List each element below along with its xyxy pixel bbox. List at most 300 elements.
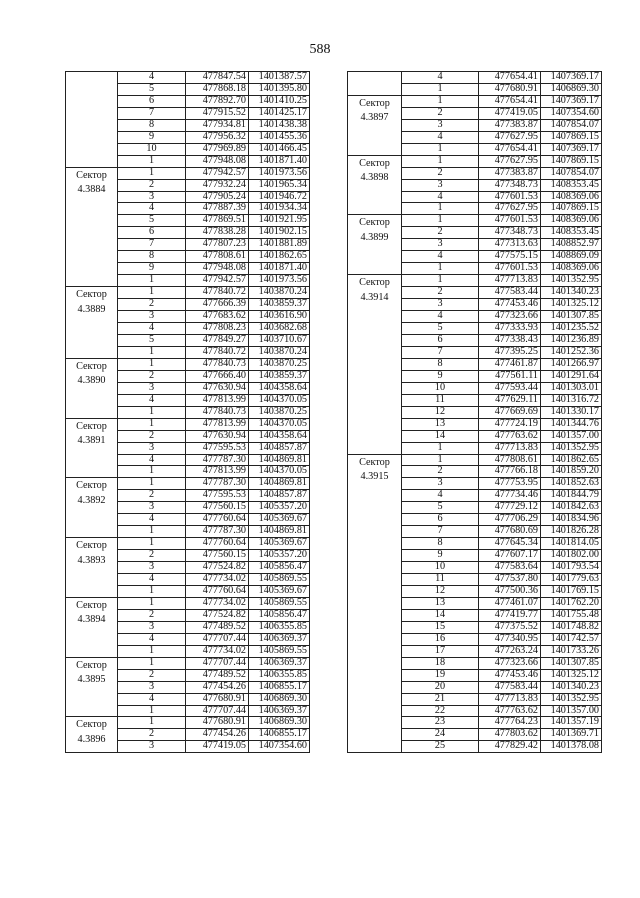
x-coordinate: 477461.07 <box>479 597 541 609</box>
point-number: 1 <box>118 657 186 669</box>
point-number: 2 <box>118 430 186 442</box>
point-number: 1 <box>118 418 186 430</box>
y-coordinate: 1403859.37 <box>249 299 310 311</box>
point-number: 4 <box>402 72 479 84</box>
x-coordinate: 477969.89 <box>186 143 249 155</box>
point-number: 8 <box>118 119 186 131</box>
y-coordinate: 1407369.17 <box>541 95 602 107</box>
point-number: 9 <box>402 550 479 562</box>
point-number: 4 <box>402 251 479 263</box>
sector-label: Сектор 4.3891 <box>66 418 118 478</box>
table-row <box>66 72 310 84</box>
y-coordinate: 1403870.25 <box>249 358 310 370</box>
point-number: 1 <box>118 478 186 490</box>
point-number: 3 <box>118 621 186 633</box>
y-coordinate: 1403870.25 <box>249 406 310 418</box>
x-coordinate: 477263.24 <box>479 645 541 657</box>
point-number: 7 <box>402 526 479 538</box>
y-coordinate: 1401973.56 <box>249 167 310 179</box>
point-number: 1 <box>118 287 186 299</box>
table-row <box>66 478 310 490</box>
table-row <box>66 358 310 370</box>
x-coordinate: 477601.53 <box>479 215 541 227</box>
sector-label <box>66 72 118 168</box>
point-number: 7 <box>402 346 479 358</box>
x-coordinate: 477734.02 <box>186 645 249 657</box>
point-number: 4 <box>118 514 186 526</box>
point-number: 1 <box>118 406 186 418</box>
y-coordinate: 1401755.48 <box>541 609 602 621</box>
table-row <box>66 287 310 299</box>
point-number: 9 <box>402 370 479 382</box>
y-coordinate: 1401357.00 <box>541 430 602 442</box>
x-coordinate: 477489.52 <box>186 621 249 633</box>
x-coordinate: 477942.57 <box>186 167 249 179</box>
y-coordinate: 1401902.15 <box>249 227 310 239</box>
x-coordinate: 477803.62 <box>479 729 541 741</box>
y-coordinate: 1401862.65 <box>541 454 602 466</box>
x-coordinate: 477713.83 <box>479 693 541 705</box>
y-coordinate: 1401352.95 <box>541 442 602 454</box>
sector-label: Сектор 4.3914 <box>348 275 402 454</box>
point-number: 1 <box>118 597 186 609</box>
point-number: 1 <box>118 705 186 717</box>
y-coordinate: 1407354.60 <box>541 107 602 119</box>
x-coordinate: 477706.29 <box>479 514 541 526</box>
point-number: 22 <box>402 705 479 717</box>
point-number: 1 <box>402 155 479 167</box>
x-coordinate: 477524.82 <box>186 609 249 621</box>
point-number: 11 <box>402 394 479 406</box>
point-number: 6 <box>118 95 186 107</box>
y-coordinate: 1401779.63 <box>541 574 602 586</box>
x-coordinate: 477760.64 <box>186 514 249 526</box>
y-coordinate: 1405357.20 <box>249 550 310 562</box>
point-number: 14 <box>402 609 479 621</box>
table-row <box>66 597 310 609</box>
y-coordinate: 1404370.05 <box>249 418 310 430</box>
y-coordinate: 1405369.67 <box>249 538 310 550</box>
y-coordinate: 1401762.20 <box>541 597 602 609</box>
x-coordinate: 477575.15 <box>479 251 541 263</box>
x-coordinate: 477680.91 <box>186 693 249 705</box>
x-coordinate: 477454.26 <box>186 729 249 741</box>
point-number: 4 <box>402 131 479 143</box>
y-coordinate: 1408369.06 <box>541 215 602 227</box>
point-number: 1 <box>118 645 186 657</box>
point-number: 2 <box>118 490 186 502</box>
y-coordinate: 1405869.55 <box>249 645 310 657</box>
point-number: 1 <box>118 526 186 538</box>
coordinates-table-right <box>347 71 602 753</box>
y-coordinate: 1401344.76 <box>541 418 602 430</box>
x-coordinate: 477764.23 <box>479 717 541 729</box>
x-coordinate: 477915.52 <box>186 107 249 119</box>
table-row <box>66 418 310 430</box>
point-number: 11 <box>402 574 479 586</box>
x-coordinate: 477340.95 <box>479 633 541 645</box>
point-number: 4 <box>118 633 186 645</box>
point-number: 4 <box>118 203 186 215</box>
y-coordinate: 1408852.97 <box>541 239 602 251</box>
sector-label: Сектор 4.3899 <box>348 215 402 275</box>
point-number: 4 <box>118 323 186 335</box>
y-coordinate: 1401733.26 <box>541 645 602 657</box>
point-number: 1 <box>118 275 186 287</box>
x-coordinate: 477537.80 <box>479 574 541 586</box>
point-number: 8 <box>118 251 186 263</box>
point-number: 5 <box>118 334 186 346</box>
x-coordinate: 477934.81 <box>186 119 249 131</box>
y-coordinate: 1401921.95 <box>249 215 310 227</box>
point-number: 1 <box>402 215 479 227</box>
y-coordinate: 1401934.34 <box>249 203 310 215</box>
x-coordinate: 477813.99 <box>186 418 249 430</box>
x-coordinate: 477942.57 <box>186 275 249 287</box>
sector-label: Сектор 4.3893 <box>66 538 118 598</box>
y-coordinate: 1405369.67 <box>249 585 310 597</box>
y-coordinate: 1401307.85 <box>541 657 602 669</box>
x-coordinate: 477607.17 <box>479 550 541 562</box>
y-coordinate: 1401748.82 <box>541 621 602 633</box>
point-number: 3 <box>402 179 479 191</box>
sector-label: Сектор 4.3890 <box>66 358 118 418</box>
y-coordinate: 1404857.87 <box>249 442 310 454</box>
x-coordinate: 477593.44 <box>479 382 541 394</box>
y-coordinate: 1405357.20 <box>249 502 310 514</box>
point-number: 3 <box>402 299 479 311</box>
y-coordinate: 1401378.08 <box>541 741 602 753</box>
y-coordinate: 1401425.17 <box>249 107 310 119</box>
table-row <box>348 95 602 107</box>
x-coordinate: 477680.91 <box>186 717 249 729</box>
x-coordinate: 477654.41 <box>479 72 541 84</box>
sector-label: Сектор 4.3895 <box>66 657 118 717</box>
y-coordinate: 1407369.17 <box>541 143 602 155</box>
x-coordinate: 477840.73 <box>186 406 249 418</box>
y-coordinate: 1401235.52 <box>541 323 602 335</box>
x-coordinate: 477763.62 <box>479 705 541 717</box>
y-coordinate: 1403859.37 <box>249 370 310 382</box>
x-coordinate: 477395.25 <box>479 346 541 358</box>
y-coordinate: 1401455.36 <box>249 131 310 143</box>
y-coordinate: 1408353.45 <box>541 179 602 191</box>
y-coordinate: 1404869.81 <box>249 478 310 490</box>
point-number: 2 <box>402 167 479 179</box>
x-coordinate: 477583.44 <box>479 287 541 299</box>
point-number: 20 <box>402 681 479 693</box>
point-number: 2 <box>118 550 186 562</box>
y-coordinate: 1401357.19 <box>541 717 602 729</box>
point-number: 1 <box>402 143 479 155</box>
y-coordinate: 1406369.37 <box>249 705 310 717</box>
point-number: 18 <box>402 657 479 669</box>
x-coordinate: 477892.70 <box>186 95 249 107</box>
point-number: 2 <box>402 287 479 299</box>
x-coordinate: 477583.64 <box>479 562 541 574</box>
point-number: 5 <box>118 215 186 227</box>
sector-label: Сектор 4.3897 <box>348 95 402 155</box>
x-coordinate: 477887.39 <box>186 203 249 215</box>
y-coordinate: 1405869.55 <box>249 597 310 609</box>
y-coordinate: 1401340.23 <box>541 287 602 299</box>
point-number: 13 <box>402 597 479 609</box>
y-coordinate: 1404857.87 <box>249 490 310 502</box>
point-number: 3 <box>118 442 186 454</box>
x-coordinate: 477453.46 <box>479 299 541 311</box>
y-coordinate: 1401252.36 <box>541 346 602 358</box>
point-number: 2 <box>118 609 186 621</box>
y-coordinate: 1406869.30 <box>249 717 310 729</box>
y-coordinate: 1401871.40 <box>249 155 310 167</box>
x-coordinate: 477561.11 <box>479 370 541 382</box>
point-number: 13 <box>402 418 479 430</box>
point-number: 2 <box>118 669 186 681</box>
point-number: 2 <box>402 107 479 119</box>
x-coordinate: 477707.44 <box>186 633 249 645</box>
y-coordinate: 1408369.06 <box>541 263 602 275</box>
y-coordinate: 1401862.65 <box>249 251 310 263</box>
point-number: 1 <box>118 717 186 729</box>
x-coordinate: 477713.83 <box>479 442 541 454</box>
x-coordinate: 477838.28 <box>186 227 249 239</box>
x-coordinate: 477734.02 <box>186 574 249 586</box>
y-coordinate: 1401369.71 <box>541 729 602 741</box>
point-number: 15 <box>402 621 479 633</box>
point-number: 17 <box>402 645 479 657</box>
point-number: 6 <box>402 334 479 346</box>
y-coordinate: 1401793.54 <box>541 562 602 574</box>
x-coordinate: 477453.46 <box>479 669 541 681</box>
point-number: 4 <box>118 574 186 586</box>
y-coordinate: 1401826.28 <box>541 526 602 538</box>
x-coordinate: 477847.54 <box>186 72 249 84</box>
point-number: 4 <box>118 72 186 84</box>
table-row <box>66 717 310 729</box>
point-number: 24 <box>402 729 479 741</box>
point-number: 23 <box>402 717 479 729</box>
table-row <box>348 155 602 167</box>
x-coordinate: 477956.32 <box>186 131 249 143</box>
y-coordinate: 1407854.07 <box>541 119 602 131</box>
y-coordinate: 1401387.57 <box>249 72 310 84</box>
y-coordinate: 1404869.81 <box>249 526 310 538</box>
x-coordinate: 477630.94 <box>186 430 249 442</box>
point-number: 6 <box>118 227 186 239</box>
x-coordinate: 477813.99 <box>186 466 249 478</box>
point-number: 4 <box>402 191 479 203</box>
x-coordinate: 477461.87 <box>479 358 541 370</box>
y-coordinate: 1401303.01 <box>541 382 602 394</box>
x-coordinate: 477419.77 <box>479 609 541 621</box>
sector-label: Сектор 4.3884 <box>66 167 118 287</box>
x-coordinate: 477760.64 <box>186 538 249 550</box>
point-number: 4 <box>402 490 479 502</box>
y-coordinate: 1406869.30 <box>249 693 310 705</box>
y-coordinate: 1401291.64 <box>541 370 602 382</box>
x-coordinate: 477560.15 <box>186 550 249 562</box>
coordinates-table-left <box>65 71 310 753</box>
y-coordinate: 1401844.79 <box>541 490 602 502</box>
x-coordinate: 477787.30 <box>186 454 249 466</box>
point-number: 12 <box>402 585 479 597</box>
point-number: 3 <box>402 478 479 490</box>
y-coordinate: 1401946.72 <box>249 191 310 203</box>
y-coordinate: 1403710.67 <box>249 334 310 346</box>
y-coordinate: 1401859.20 <box>541 466 602 478</box>
table-row <box>66 538 310 550</box>
x-coordinate: 477333.93 <box>479 323 541 335</box>
table-row <box>348 72 602 84</box>
y-coordinate: 1401316.72 <box>541 394 602 406</box>
x-coordinate: 477729.12 <box>479 502 541 514</box>
y-coordinate: 1406369.37 <box>249 633 310 645</box>
x-coordinate: 477383.87 <box>479 119 541 131</box>
x-coordinate: 477829.42 <box>479 741 541 753</box>
x-coordinate: 477595.53 <box>186 442 249 454</box>
point-number: 1 <box>402 83 479 95</box>
y-coordinate: 1407869.15 <box>541 203 602 215</box>
x-coordinate: 477766.18 <box>479 466 541 478</box>
y-coordinate: 1401742.57 <box>541 633 602 645</box>
y-coordinate: 1401325.12 <box>541 299 602 311</box>
table-row <box>66 657 310 669</box>
x-coordinate: 477787.30 <box>186 526 249 538</box>
point-number: 9 <box>118 131 186 143</box>
x-coordinate: 477808.23 <box>186 323 249 335</box>
x-coordinate: 477840.72 <box>186 346 249 358</box>
y-coordinate: 1401236.89 <box>541 334 602 346</box>
y-coordinate: 1406369.37 <box>249 657 310 669</box>
y-coordinate: 1401965.34 <box>249 179 310 191</box>
point-number: 2 <box>118 370 186 382</box>
y-coordinate: 1403616.90 <box>249 311 310 323</box>
x-coordinate: 477601.53 <box>479 191 541 203</box>
point-number: 3 <box>402 119 479 131</box>
point-number: 3 <box>118 741 186 753</box>
point-number: 3 <box>118 681 186 693</box>
x-coordinate: 477734.46 <box>479 490 541 502</box>
y-coordinate: 1406355.85 <box>249 621 310 633</box>
table-row <box>348 215 602 227</box>
y-coordinate: 1401973.56 <box>249 275 310 287</box>
y-coordinate: 1408869.09 <box>541 251 602 263</box>
sector-label: Сектор 4.3915 <box>348 454 402 753</box>
page-number: 588 <box>309 42 331 57</box>
x-coordinate: 477813.99 <box>186 394 249 406</box>
y-coordinate: 1401410.25 <box>249 95 310 107</box>
point-number: 9 <box>118 263 186 275</box>
y-coordinate: 1407354.60 <box>249 741 310 753</box>
point-number: 10 <box>402 562 479 574</box>
x-coordinate: 477763.62 <box>479 430 541 442</box>
y-coordinate: 1401325.12 <box>541 669 602 681</box>
x-coordinate: 477680.91 <box>479 83 541 95</box>
point-number: 4 <box>402 311 479 323</box>
x-coordinate: 477500.36 <box>479 585 541 597</box>
point-number: 5 <box>118 83 186 95</box>
x-coordinate: 477348.73 <box>479 227 541 239</box>
point-number: 10 <box>402 382 479 394</box>
point-number: 8 <box>402 358 479 370</box>
point-number: 2 <box>402 227 479 239</box>
sector-label: Сектор 4.3889 <box>66 287 118 359</box>
x-coordinate: 477760.64 <box>186 585 249 597</box>
x-coordinate: 477666.39 <box>186 299 249 311</box>
point-number: 1 <box>118 585 186 597</box>
y-coordinate: 1403682.68 <box>249 323 310 335</box>
y-coordinate: 1401395.80 <box>249 83 310 95</box>
y-coordinate: 1405869.55 <box>249 574 310 586</box>
x-coordinate: 477375.52 <box>479 621 541 633</box>
point-number: 4 <box>118 454 186 466</box>
x-coordinate: 477383.87 <box>479 167 541 179</box>
point-number: 14 <box>402 430 479 442</box>
x-coordinate: 477627.95 <box>479 155 541 167</box>
y-coordinate: 1401266.97 <box>541 358 602 370</box>
x-coordinate: 477734.02 <box>186 597 249 609</box>
point-number: 1 <box>402 203 479 215</box>
x-coordinate: 477654.41 <box>479 143 541 155</box>
y-coordinate: 1405369.67 <box>249 514 310 526</box>
point-number: 10 <box>118 143 186 155</box>
x-coordinate: 477645.34 <box>479 538 541 550</box>
x-coordinate: 477627.95 <box>479 203 541 215</box>
x-coordinate: 477666.40 <box>186 370 249 382</box>
x-coordinate: 477601.53 <box>479 263 541 275</box>
point-number: 2 <box>118 729 186 741</box>
x-coordinate: 477868.18 <box>186 83 249 95</box>
x-coordinate: 477840.72 <box>186 287 249 299</box>
y-coordinate: 1407854.07 <box>541 167 602 179</box>
y-coordinate: 1407869.15 <box>541 131 602 143</box>
y-coordinate: 1401834.96 <box>541 514 602 526</box>
y-coordinate: 1406355.85 <box>249 669 310 681</box>
point-number: 5 <box>402 323 479 335</box>
point-number: 3 <box>118 382 186 394</box>
x-coordinate: 477948.08 <box>186 155 249 167</box>
point-number: 2 <box>118 299 186 311</box>
y-coordinate: 1406869.30 <box>541 83 602 95</box>
x-coordinate: 477713.83 <box>479 275 541 287</box>
x-coordinate: 477683.62 <box>186 311 249 323</box>
y-coordinate: 1408369.06 <box>541 191 602 203</box>
point-number: 1 <box>402 263 479 275</box>
x-coordinate: 477583.44 <box>479 681 541 693</box>
x-coordinate: 477680.69 <box>479 526 541 538</box>
x-coordinate: 477627.95 <box>479 131 541 143</box>
point-number: 1 <box>402 275 479 287</box>
x-coordinate: 477932.24 <box>186 179 249 191</box>
x-coordinate: 477808.61 <box>186 251 249 263</box>
y-coordinate: 1405856.47 <box>249 609 310 621</box>
y-coordinate: 1401330.17 <box>541 406 602 418</box>
y-coordinate: 1401814.05 <box>541 538 602 550</box>
x-coordinate: 477323.66 <box>479 311 541 323</box>
y-coordinate: 1408353.45 <box>541 227 602 239</box>
x-coordinate: 477348.73 <box>479 179 541 191</box>
point-number: 4 <box>118 693 186 705</box>
y-coordinate: 1407869.15 <box>541 155 602 167</box>
sector-label: Сектор 4.3892 <box>66 478 118 538</box>
point-number: 16 <box>402 633 479 645</box>
y-coordinate: 1404358.64 <box>249 382 310 394</box>
point-number: 8 <box>402 538 479 550</box>
point-number: 2 <box>118 179 186 191</box>
x-coordinate: 477419.05 <box>186 741 249 753</box>
table-row <box>348 275 602 287</box>
x-coordinate: 477629.11 <box>479 394 541 406</box>
